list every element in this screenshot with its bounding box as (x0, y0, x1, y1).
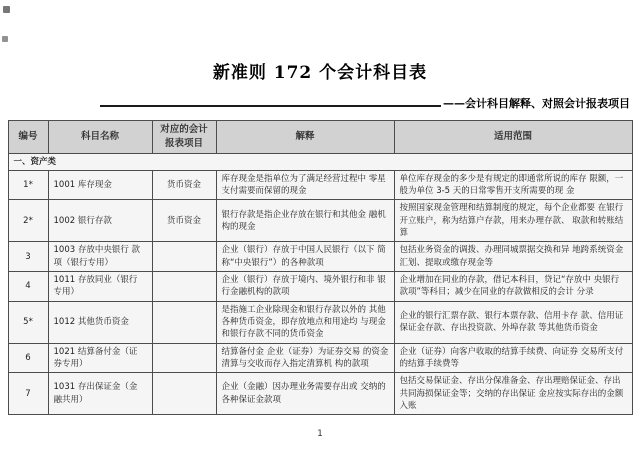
scope-text: 按照国家现金管理和结算制度的规定，每个企业都要 在银行开立账户，称为结算户存款，用来办理存款、 取款和转账结算 (394, 200, 632, 242)
report-item (152, 242, 216, 272)
row-number: 7 (8, 373, 48, 415)
scope-text: 企业的银行汇票存款、银行本票存款、信用卡存 款、信用证保证金存款、存出投资款、外埠存款 等其他货币资金 (394, 301, 632, 343)
table-row (8, 343, 632, 373)
row-number: 6 (8, 343, 48, 373)
subject-name: 1021 结算备付金（证 券专用） (48, 343, 152, 373)
subject-name: 1031 存出保证金（金 融共用） (48, 373, 152, 415)
scope-text: 企业（证券）向客户收取的结算手续费、向证券 交易所支付的结算手续费等 (394, 343, 632, 373)
row-number: 1* (8, 170, 48, 200)
subject-name: 1003 存放中央银行 款项（银行专用） (48, 242, 152, 272)
row-number: 2* (8, 200, 48, 242)
explanation-text: 银行存款是指企业存放在银行和其他金 融机构的现金 (216, 200, 394, 242)
column-header: 编号 (8, 121, 48, 154)
explanation-text: 企业（金融）因办理业务需要存出或 交纳的各种保证金款项 (216, 373, 394, 415)
report-item: 货币资金 (152, 170, 216, 200)
page-number: 1 (317, 429, 323, 439)
subject-name: 1001 库存现金 (48, 170, 152, 200)
page-subtitle: ——会计科目解释、对照会计报表项目 (443, 97, 630, 110)
explanation-text: 企业（银行）存放于中国人民银行（以下 简称“中央银行”）的各种款项 (216, 242, 394, 272)
scan-artifact (3, 6, 10, 13)
report-item: 货币资金 (152, 200, 216, 242)
row-number: 5* (8, 301, 48, 343)
scope-text: 包括业务资金的调拨、办理同城票据交换和异 地跨系统资金汇划、提取或缴存现金等 (394, 242, 632, 272)
report-item (152, 301, 216, 343)
subject-name: 1011 存放同业（银行 专用） (48, 272, 152, 302)
explanation-text: 企业（银行）存放于境内、境外银行和非 银行金融机构的款项 (216, 272, 394, 302)
scope-text: 包括交易保证金、存出分保准备金、存出理赔保证金、存出共同海损保证金等；交纳的存出保证 金应按实际存出的金额入账 (394, 373, 632, 415)
table-row (8, 170, 632, 200)
column-header: 适用范围 (394, 121, 632, 154)
subject-name: 1002 银行存款 (48, 200, 152, 242)
explanation-text: 是指施工企业除现金和银行存款以外的 其他各种货币资金，即存放地点和用途均 与现金和银行存款不同的货币资金 (216, 301, 394, 343)
table-row (8, 301, 632, 343)
report-item (152, 272, 216, 302)
table-header-row (8, 121, 632, 154)
column-header: 解释 (216, 121, 394, 154)
scope-text: 单位库存现金的多少是有规定的即通常所说的库存 限额，一般为单位 3-5 天的日常零售开支所需要的现 金 (394, 170, 632, 200)
section-label: 一、资产类 (8, 153, 632, 170)
column-header: 科目名称 (48, 121, 152, 154)
report-item (152, 343, 216, 373)
table-row (8, 200, 632, 242)
explanation-text: 结算备付金 企业（证券）为证券交易 的资金清算与交收而存入指定清算机 构的款项 (216, 343, 394, 373)
scan-artifact (2, 36, 8, 42)
row-number: 4 (8, 272, 48, 302)
explanation-text: 库存现金是指单位为了满足经营过程中 零星支付需要而保留的现金 (216, 170, 394, 200)
subject-name: 1012 其他货币资金 (48, 301, 152, 343)
page-title: 新准则 172 个会计科目表 (212, 63, 428, 83)
subtitle-row (100, 95, 630, 111)
account-subjects-table (8, 120, 633, 415)
divider-line (100, 105, 441, 107)
column-header: 对应的会计报表项目 (152, 121, 216, 154)
section-row (8, 153, 632, 170)
table-row (8, 373, 632, 415)
table-row (8, 272, 632, 302)
report-item (152, 373, 216, 415)
row-number: 3 (8, 242, 48, 272)
scope-text: 企业增加在同业的存款，借记本科目，贷记“存放中 央银行款项”等科目；减少在同业的存款做相反的会计 分录 (394, 272, 632, 302)
table-row (8, 242, 632, 272)
